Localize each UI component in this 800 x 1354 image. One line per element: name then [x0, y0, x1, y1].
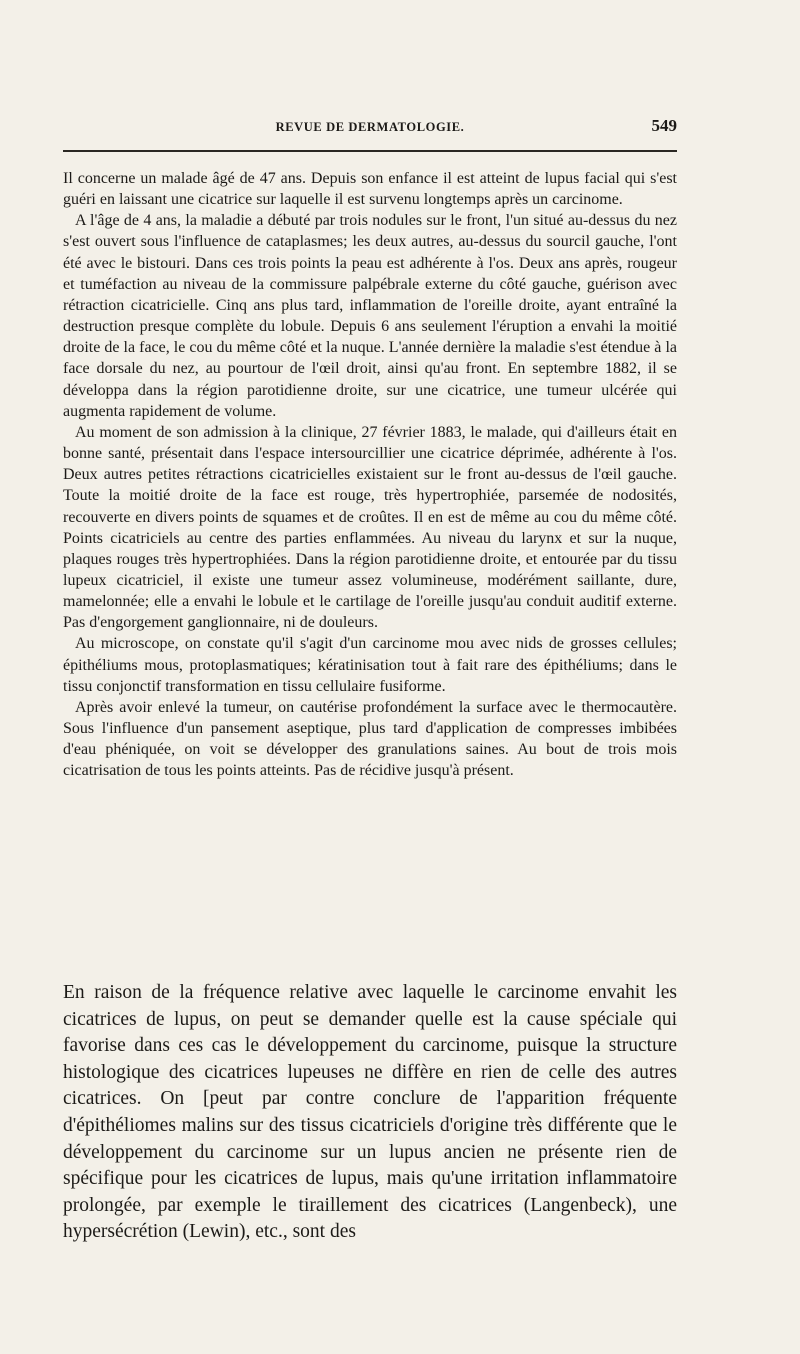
case-report [63, 168, 677, 782]
running-title: REVUE DE DERMATOLOGIE. [275, 120, 465, 134]
case-paragraph: Après avoir enlevé la tumeur, on cautérise profondément la surface avec le thermocautère. Sous l'influence d'un pansement aseptique, plus tard d'application de compresses imbibées d'eau phéniquée, on voit se développer des granulations saines. Au bout de trois mois cicatrisation de tous les points atteints. Pas de récidive jusqu'à présent. [63, 698, 677, 780]
case-paragraph: Au moment de son admission à la clinique, 27 février 1883, le malade, qui d'ailleurs était en bonne santé, présentait dans l'espace intersourcillier une cicatrice déprimée, adhérente à l'os. Deux autres petites rétractions cicatricielles existaient sur le front au-dessus de l'œil gauche. Toute la moitié droite de la face est rouge, très hypertrophiée, parsemée de nodosités, recouverte en divers points de squames et de croûtes. Il en est de même au cou du même côté. Points cicatriciels au centre des parties enflammées. Au niveau du larynx et sur la nuque, plaques rouges très hypertrophiées. Dans la région parotidienne droite, et entourée par du tissu lupeux cicatriciel, il existe une tumeur assez volumineuse, modérément saillante, dure, mamelonnée; elle a envahi le lobule et le cartilage de l'oreille jusqu'au conduit auditif externe. Pas d'engorgement ganglionnaire, ni de douleurs. [63, 423, 677, 632]
case-paragraph: A l'âge de 4 ans, la maladie a débuté par trois nodules sur le front, l'un situé au-dessus du nez s'est ouvert sous l'influence de cataplasmes; les deux autres, au-dessus du sourcil gauche, l'ont été avec le bistouri. Dans ces trois points la peau est adhérente à l'os. Deux ans après, rougeur et tuméfaction au niveau de la commissure palpébrale externe du côté gauche, guérison avec rétraction cicatricielle. Cinq ans plus tard, inflammation de l'oreille droite, ayant entraîné la destruction presque complète du lobule. Depuis 6 ans seulement l'éruption a envahi la moitié droite de la face, le cou du même côté et la nuque. L'année dernière la maladie s'est étendue à la face dorsale du nez, au pourtour de l'œil droit, ainsi qu'au front. En septembre 1882, il se développa dans la région parotidienne droite, sur une cicatrice, une tumeur ulcérée qui augmenta rapidement de volume. [63, 212, 677, 420]
page-number: 549 [651, 116, 677, 135]
commentary [63, 980, 677, 1246]
case-paragraph: Au microscope, on constate qu'il s'agit d'un carcinome mou avec nids de grosses cellules; épithéliums mous, protoplasmatiques; kératinisation tout à fait rare des épithéliums; dans le tissu conjonctif transformation en tissu cellulaire fusiforme. [63, 635, 677, 695]
case-paragraph: Il concerne un malade âgé de 47 ans. Depuis son enfance il est atteint de lupus facial qui s'est guéri en laissant une cicatrice sur laquelle il est survenu longtemps après un carcinome. [63, 170, 677, 209]
running-head [63, 116, 677, 142]
commentary-paragraph: En raison de la fréquence relative avec laquelle le carcinome envahit les cicatrices de lupus, on peut se demander quelle est la cause spéciale qui favorise dans ces cas le développement du carcinome, puisque la structure histologique des cicatrices lupeuses ne diffère en rien de celle des autres cicatrices. On [peut par contre conclure de l'apparition fréquente d'épithéliomes malins sur des tissus cicatriciels d'origine très différente que le développement du carcinome sur un lupus ancien ne présente rien de spécifique pour les cicatrices de lupus, mais qu'une irritation inflammatoire prolongée, par exemple le tiraillement des cicatrices (Langenbeck), une hypersécrétion (Lewin), etc., sont des [63, 982, 677, 1243]
journal-page [63, 0, 677, 1354]
header-rule [63, 150, 677, 152]
